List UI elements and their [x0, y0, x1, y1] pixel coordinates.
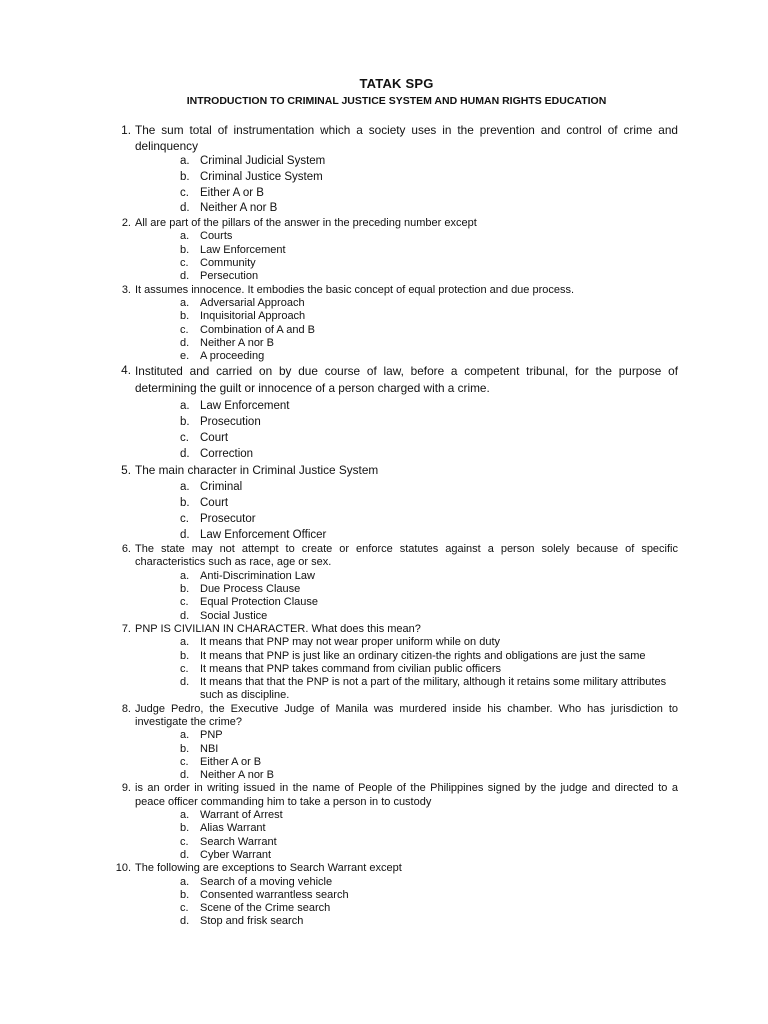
option-letter: a.	[180, 481, 190, 494]
option-item	[180, 431, 678, 447]
option-item	[180, 663, 678, 676]
option-letter: b.	[180, 742, 190, 755]
option-item	[180, 902, 678, 915]
option-list	[135, 297, 678, 363]
option-letter: d.	[180, 447, 190, 460]
option-letter: d.	[180, 529, 190, 542]
option-letter: b.	[180, 822, 190, 835]
option-letter: d.	[180, 848, 190, 861]
option-item	[180, 876, 678, 889]
option-text: PNP	[200, 729, 223, 742]
question-text: Instituted and carried on by due course of law, before a competent tribunal, for the purpose of determining the guilt or innocence of a person charged with a crime.	[135, 364, 678, 396]
option-letter: e.	[180, 350, 190, 363]
option-text: Prosecutor	[200, 513, 256, 526]
option-item	[180, 743, 678, 756]
question-5	[115, 463, 678, 544]
option-text: Inquisitorial Approach	[200, 310, 306, 323]
option-letter: a.	[180, 729, 190, 742]
option-text: Neither A nor B	[200, 202, 278, 215]
document-subtitle: INTRODUCTION TO CRIMINAL JUSTICE SYSTEM AND HUMAN RIGHTS EDUCATION	[186, 95, 607, 107]
option-letter: c.	[180, 257, 189, 270]
question-text: The sum total of instrumentation which a society uses in the prevention and control of crime and delinquency	[135, 123, 678, 153]
option-list	[135, 479, 678, 543]
option-item	[180, 270, 678, 283]
question-text: It assumes innocence. It embodies the basic concept of equal protection and due process.	[135, 283, 575, 296]
question-text: The state may not attempt to create or enforce statutes against a person solely because of specific characteristics such as race, age or sex.	[135, 543, 678, 569]
option-list	[135, 570, 678, 623]
option-letter: a.	[180, 875, 190, 888]
option-list	[135, 809, 678, 862]
option-text: Criminal	[200, 481, 243, 494]
option-text: It means that PNP takes command from civilian public officers	[200, 662, 501, 675]
option-text: Criminal Justice System	[200, 170, 323, 183]
option-item	[180, 849, 678, 862]
option-text: NBI	[200, 742, 219, 755]
option-list	[135, 636, 678, 702]
option-item	[180, 244, 678, 257]
option-list	[135, 154, 678, 217]
option-text: Law Enforcement	[200, 400, 290, 413]
option-text: Due Process Clause	[200, 583, 301, 596]
question-8	[115, 703, 678, 783]
question-text: The main character in Criminal Justice System	[135, 462, 379, 477]
option-text: Law Enforcement Officer	[200, 529, 327, 542]
option-item	[180, 257, 678, 270]
option-list	[135, 876, 678, 929]
option-letter: c.	[180, 755, 189, 768]
option-text: Search of a moving vehicle	[200, 875, 333, 888]
option-text: Anti-Discrimination Law	[200, 569, 315, 582]
option-item	[180, 769, 678, 782]
option-text: Courts	[200, 230, 233, 243]
question-2	[115, 217, 678, 283]
option-item	[180, 583, 678, 596]
document-title: TATAK SPG	[359, 76, 434, 91]
option-item	[180, 324, 678, 337]
option-text: Combination of A and B	[200, 323, 315, 336]
option-letter: a.	[180, 155, 190, 167]
option-letter: b.	[180, 416, 190, 429]
option-item	[180, 495, 678, 511]
option-text: It means that PNP may not wear proper uniform while on duty	[200, 636, 500, 649]
option-letter: b.	[180, 310, 190, 323]
option-item	[180, 570, 678, 583]
option-item	[180, 610, 678, 623]
option-letter: b.	[180, 497, 190, 510]
option-letter: c.	[180, 323, 189, 336]
option-item	[180, 596, 678, 609]
option-item	[180, 310, 678, 323]
option-item	[180, 230, 678, 243]
option-text: Adversarial Approach	[200, 296, 305, 309]
option-text: Community	[200, 257, 256, 270]
option-text: Neither A nor B	[200, 336, 274, 349]
option-text: Social Justice	[200, 609, 268, 622]
option-item	[180, 415, 678, 431]
option-letter: c.	[180, 902, 189, 915]
option-letter: a.	[180, 809, 190, 822]
option-item	[180, 527, 678, 543]
option-text: Search Warrant	[200, 835, 277, 848]
option-item	[180, 822, 678, 835]
option-text: It means that PNP is just like an ordinary citizen-the rights and obligations are just the same	[200, 649, 646, 662]
option-text: Either A or B	[200, 186, 264, 199]
option-letter: d.	[180, 676, 190, 689]
option-item	[180, 836, 678, 849]
option-letter: d.	[180, 270, 190, 283]
option-text: A proceeding	[200, 350, 265, 363]
question-number: 3.	[121, 283, 131, 296]
option-text: Court	[200, 497, 229, 510]
option-letter: d.	[180, 769, 190, 782]
option-text: Law Enforcement	[200, 243, 286, 256]
option-item	[180, 170, 678, 186]
question-9	[115, 782, 678, 862]
option-text: Stop and frisk search	[200, 915, 304, 928]
option-letter: d.	[180, 202, 190, 215]
option-item	[180, 186, 678, 202]
option-letter: c.	[180, 835, 189, 848]
option-item	[180, 676, 678, 703]
option-text: Prosecution	[200, 416, 261, 429]
option-letter: c.	[180, 596, 189, 609]
option-item	[180, 154, 678, 170]
question-number: 5.	[121, 462, 131, 477]
question-number: 2.	[121, 217, 131, 230]
option-item	[180, 915, 678, 928]
option-letter: a.	[180, 400, 190, 413]
option-item	[180, 350, 678, 363]
question-6	[115, 543, 678, 623]
option-text: Warrant of Arrest	[200, 809, 283, 822]
option-letter: b.	[180, 583, 190, 596]
option-text: Correction	[200, 447, 254, 460]
option-item	[180, 447, 678, 463]
option-letter: a.	[180, 230, 190, 243]
question-text: PNP IS CIVILIAN IN CHARACTER. What does this mean?	[135, 622, 421, 635]
option-item	[180, 297, 678, 310]
question-text: Judge Pedro, the Executive Judge of Manila was murdered inside his chamber. Who has jurisdiction to investigate the crime?	[135, 702, 678, 728]
question-3	[115, 284, 678, 364]
question-10	[115, 862, 678, 928]
question-7	[115, 623, 678, 703]
option-letter: d.	[180, 336, 190, 349]
option-item	[180, 399, 678, 415]
option-letter: c.	[180, 186, 189, 199]
option-text: Persecution	[200, 270, 259, 283]
option-item	[180, 650, 678, 663]
option-letter: c.	[180, 662, 189, 675]
option-letter: c.	[180, 432, 189, 445]
option-list	[135, 729, 678, 782]
question-number: 9.	[121, 782, 131, 795]
option-text: Equal Protection Clause	[200, 596, 319, 609]
question-number: 6.	[121, 543, 131, 556]
option-text: Criminal Judicial System	[200, 155, 326, 167]
option-text: It means that that the PNP is not a part of the military, although it retains some military attributes such as discipline.	[200, 676, 667, 702]
question-number: 4.	[121, 363, 131, 378]
question-number: 7.	[121, 622, 131, 635]
question-number: 1.	[121, 123, 131, 137]
option-item	[180, 889, 678, 902]
question-text: is an order in writing issued in the name of People of the Philippines signed by the judge and directed to a peace officer commanding him to take a person in to custody	[135, 782, 678, 808]
option-text: Cyber Warrant	[200, 848, 272, 861]
question-1	[115, 123, 678, 217]
option-letter: a.	[180, 569, 190, 582]
question-number: 8.	[121, 702, 131, 715]
option-text: Neither A nor B	[200, 769, 274, 782]
option-item	[180, 201, 678, 217]
option-text: Scene of the Crime search	[200, 902, 331, 915]
option-letter: b.	[180, 888, 190, 901]
option-letter: b.	[180, 243, 190, 256]
option-item	[180, 756, 678, 769]
option-text: Court	[200, 432, 229, 445]
option-item	[180, 337, 678, 350]
question-number: 10.	[115, 862, 131, 875]
question-text: All are part of the pillars of the answer in the preceding number except	[135, 217, 477, 230]
option-item	[180, 479, 678, 495]
option-letter: a.	[180, 636, 190, 649]
option-list	[135, 230, 678, 283]
option-letter: c.	[180, 513, 189, 526]
option-letter: d.	[180, 609, 190, 622]
option-letter: b.	[180, 170, 190, 183]
option-item	[180, 636, 678, 649]
option-text: Consented warrantless search	[200, 888, 349, 901]
option-item	[180, 511, 678, 527]
option-list	[135, 399, 678, 462]
option-item	[180, 809, 678, 822]
question-4	[115, 363, 678, 462]
option-letter: a.	[180, 296, 190, 309]
option-item	[180, 729, 678, 742]
option-letter: b.	[180, 649, 190, 662]
option-text: Alias Warrant	[200, 822, 266, 835]
option-text: Either A or B	[200, 755, 262, 768]
question-text: The following are exceptions to Search Warrant except	[135, 862, 402, 875]
question-list	[115, 123, 678, 929]
option-letter: d.	[180, 915, 190, 928]
